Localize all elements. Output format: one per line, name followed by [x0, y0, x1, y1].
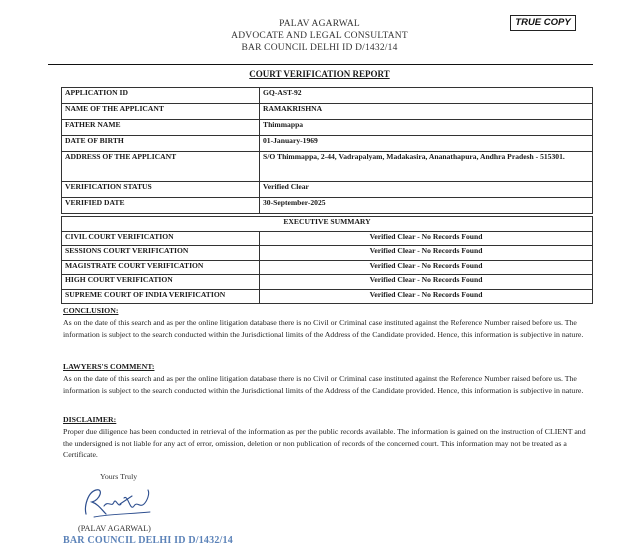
closing-salutation: Yours Truly [100, 472, 138, 481]
bar-council-id: BAR COUNCIL DELHI ID D/1432/14 [241, 43, 398, 53]
table-row [62, 104, 593, 120]
executive-summary-title: EXECUTIVE SUMMARY [62, 217, 593, 232]
detail-value: GQ-AST-92 [260, 88, 593, 104]
detail-value: Thimmappa [260, 120, 593, 136]
table-row [62, 246, 593, 261]
table-row [62, 136, 593, 152]
table-row [62, 182, 593, 198]
table-row [62, 275, 593, 290]
court-result: Verified Clear - No Records Found [260, 289, 593, 304]
signatory-name: (PALAV AGARWAL) [78, 524, 151, 533]
lawyers-comment-heading: LAWYERS'S COMMENT: [63, 362, 155, 371]
court-label: SESSIONS COURT VERIFICATION [62, 246, 260, 261]
table-row [62, 88, 593, 104]
detail-label: VERIFICATION STATUS [62, 182, 260, 198]
court-result: Verified Clear - No Records Found [260, 260, 593, 275]
executive-summary-table [61, 216, 593, 304]
court-result: Verified Clear - No Records Found [260, 275, 593, 290]
report-title: COURT VERIFICATION REPORT [249, 69, 390, 79]
lawyers-comment-text: As on the date of this search and as per the online litigation database there is no Civil or Criminal case instituted against the Reference Number raised before us. The information is subject to the search conducted within the Jurisdictional limits of the Address of the Candidate provided. Hence, this information is subjective in nature. [63, 374, 584, 395]
true-copy-stamp: TRUE COPY [510, 15, 576, 31]
header-divider [48, 64, 593, 65]
table-row [62, 289, 593, 304]
detail-label: NAME OF THE APPLICANT [62, 104, 260, 120]
table-row [62, 231, 593, 246]
court-label: SUPREME COURT OF INDIA VERIFICATION [62, 289, 260, 304]
table-row [62, 120, 593, 136]
conclusion-text: As on the date of this search and as per the online litigation database there is no Civil or Criminal case instituted against the Reference Number raised before us. The information is subject to the search conducted within the Jurisdictional limits of the Address of the Candidate provided. Hence, this information is subjective in nature. [63, 318, 584, 339]
detail-label: ADDRESS OF THE APPLICANT [62, 152, 260, 182]
disclaimer-heading: DISCLAIMER: [63, 415, 117, 424]
table-row [62, 198, 593, 214]
table-header-row [62, 217, 593, 232]
disclaimer-text: Proper due diligence has been conducted in retrieval of the information as per the public records available. The information is gained on the instruction of CLIENT and the undersigned is not liable for any act of error, omission, deletion or non publication of records of the concerned court. This information may not be treated as a Certificate. [63, 427, 586, 459]
court-result: Verified Clear - No Records Found [260, 246, 593, 261]
detail-label: APPLICATION ID [62, 88, 260, 104]
footer-bar-council-id: BAR COUNCIL DELHI ID D/1432/14 [63, 535, 233, 546]
handwritten-signature [80, 484, 155, 522]
court-label: CIVIL COURT VERIFICATION [62, 231, 260, 246]
table-row [62, 260, 593, 275]
detail-label: FATHER NAME [62, 120, 260, 136]
detail-value: Verified Clear [260, 182, 593, 198]
court-label: HIGH COURT VERIFICATION [62, 275, 260, 290]
advocate-name: PALAV AGARWAL [279, 19, 360, 29]
detail-label: DATE OF BIRTH [62, 136, 260, 152]
court-label: MAGISTRATE COURT VERIFICATION [62, 260, 260, 275]
detail-value: RAMAKRISHNA [260, 104, 593, 120]
detail-value: 30-September-2025 [260, 198, 593, 214]
court-result: Verified Clear - No Records Found [260, 231, 593, 246]
detail-value: S/O Thimmappa, 2-44, Vadrapalyam, Madakasira, Ananathapura, Andhra Pradesh - 515301. [260, 152, 593, 182]
conclusion-heading: CONCLUSION: [63, 306, 119, 315]
detail-value: 01-January-1969 [260, 136, 593, 152]
detail-label: VERIFIED DATE [62, 198, 260, 214]
advocate-designation: ADVOCATE AND LEGAL CONSULTANT [231, 31, 408, 41]
table-row [62, 152, 593, 182]
applicant-details-table [61, 87, 593, 214]
